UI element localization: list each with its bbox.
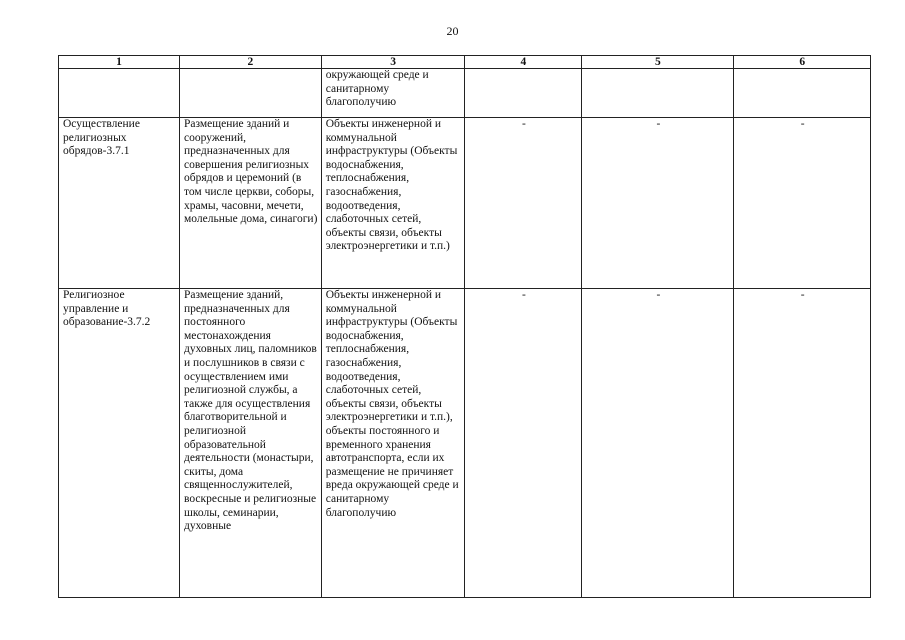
column-header: 4 bbox=[465, 56, 582, 69]
table-cell bbox=[180, 69, 322, 118]
table-cell: Религиозное управление и образование-3.7.2 bbox=[59, 289, 180, 598]
table-cell bbox=[465, 69, 582, 118]
table-cell bbox=[582, 69, 734, 118]
table-cell: - bbox=[465, 289, 582, 598]
table-cell: - bbox=[582, 118, 734, 289]
column-header: 6 bbox=[734, 56, 871, 69]
zoning-table bbox=[58, 55, 871, 598]
table-cell: окружающей среде и санитарному благополучию bbox=[321, 69, 465, 118]
table-row bbox=[59, 118, 871, 289]
column-header: 2 bbox=[180, 56, 322, 69]
column-header: 3 bbox=[321, 56, 465, 69]
table-cell: Размещение зданий, предназначенных для постоянного местонахождения духовных лиц, паломников и послушников в связи с осуществлением ими религиозной службы, а также для осуществления благотворительной и религиозной образовательной деятельности (монастыри, скиты, дома священнослужителей, воскресные и религиозные школы, семинарии, духовные bbox=[180, 289, 322, 598]
column-header: 1 bbox=[59, 56, 180, 69]
table-cell: - bbox=[465, 118, 582, 289]
table-cell: Размещение зданий и сооружений, предназначенных для совершения религиозных обрядов и церемоний (в том числе церкви, соборы, храмы, часовни, мечети, молельные дома, синагоги) bbox=[180, 118, 322, 289]
table-header-row bbox=[59, 56, 871, 69]
column-header: 5 bbox=[582, 56, 734, 69]
table-cell: - bbox=[734, 118, 871, 289]
table-cell: - bbox=[582, 289, 734, 598]
table-cell: Объекты инженерной и коммунальной инфраструктуры (Объекты водоснабжения, теплоснабжения, газоснабжения, водоотведения, слаботочных сетей, объекты связи, объекты электроэнергетики и т.п.), объекты постоянного и временного хранения автотранспорта, если их размещение не причиняет вреда окружающей среде и санитарному благополучию bbox=[321, 289, 465, 598]
table-row bbox=[59, 69, 871, 118]
table-cell bbox=[734, 69, 871, 118]
table-row bbox=[59, 289, 871, 598]
table-cell: Осуществление религиозных обрядов-3.7.1 bbox=[59, 118, 180, 289]
table-cell bbox=[59, 69, 180, 118]
page-number: 20 bbox=[446, 24, 459, 38]
table-cell: - bbox=[734, 289, 871, 598]
table-cell: Объекты инженерной и коммунальной инфраструктуры (Объекты водоснабжения, теплоснабжения, газоснабжения, водоотведения, слаботочных сетей, объекты связи, объекты электроэнергетики и т.п.) bbox=[321, 118, 465, 289]
